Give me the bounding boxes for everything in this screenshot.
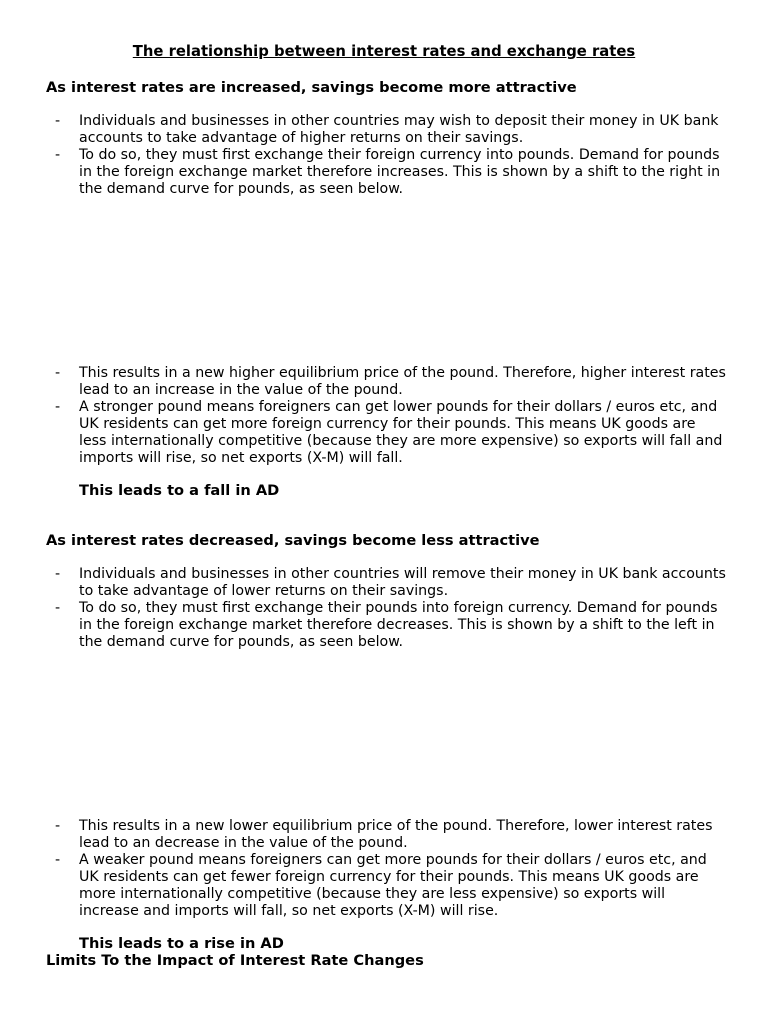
bullet-marker: - [55, 147, 61, 163]
bullet-text: Individuals and businesses in other countries may wish to deposit their money in UK bank accounts to take advantage of higher returns on their savings. [79, 113, 719, 146]
bullet-item [46, 365, 726, 399]
figure-placeholder-demand-shift-left [46, 655, 726, 815]
bullet-marker: - [55, 566, 61, 582]
bullet-marker: - [55, 399, 61, 415]
bullet-marker: - [55, 113, 61, 129]
bullet-item [46, 113, 726, 147]
bullet-text: Individuals and businesses in other countries will remove their money in UK bank accounts to take advantage of lower returns on their savings. [79, 566, 726, 599]
bullet-text: To do so, they must first exchange their pounds into foreign currency. Demand for pounds in the foreign exchange market therefore decreases. This is shown by a shift to the left in the demand curve for pounds, as seen below. [79, 600, 718, 650]
conclusion-rise-in-ad: This leads to a rise in AD [79, 935, 284, 952]
bullet-text: To do so, they must first exchange their foreign currency into pounds. Demand for pounds in the foreign exchange market therefore increases. This is shown by a shift to the right in the demand curve for pounds, as seen below. [79, 147, 721, 197]
section-heading-decrease: As interest rates decreased, savings become less attractive [46, 532, 540, 549]
bullet-marker: - [55, 852, 61, 868]
section-heading-increase: As interest rates are increased, savings become more attractive [46, 79, 577, 96]
bullet-item [46, 147, 726, 198]
section-heading-limits: Limits To the Impact of Interest Rate Changes [46, 952, 424, 969]
bullet-item [46, 818, 726, 852]
bullet-text: This results in a new lower equilibrium price of the pound. Therefore, lower interest rates lead to an decrease in the value of the pound. [79, 818, 713, 851]
bullet-item [46, 566, 726, 600]
bullet-list-decrease-b [46, 818, 726, 920]
bullet-list-increase-a [46, 113, 726, 198]
bullet-text: A weaker pound means foreigners can get more pounds for their dollars / euros etc, and UK residents can get fewer foreign currency for their pounds. This means UK goods are more internationally competitive (because they are less expensive) so exports will increase and imports will fall, so net exports (X-M) will rise. [79, 852, 707, 919]
bullet-list-increase-b [46, 365, 726, 467]
conclusion-fall-in-ad: This leads to a fall in AD [79, 482, 280, 499]
bullet-marker: - [55, 365, 61, 381]
bullet-text: This results in a new higher equilibrium price of the pound. Therefore, higher interest rates lead to an increase in the value of the pound. [79, 365, 726, 398]
bullet-item [46, 852, 726, 920]
figure-placeholder-demand-shift-right [46, 200, 726, 360]
bullet-marker: - [55, 600, 61, 616]
bullet-item [46, 399, 726, 467]
bullet-marker: - [55, 818, 61, 834]
document-title: The relationship between interest rates and exchange rates [132, 43, 636, 60]
bullet-list-decrease-a [46, 566, 726, 651]
bullet-text: A stronger pound means foreigners can get lower pounds for their dollars / euros etc, and UK residents can get more foreign currency for their pounds. This means UK goods are less internationally competitive (because they are more expensive) so exports will fall and imports will rise, so net exports (X-M) will fall. [79, 399, 723, 466]
bullet-item [46, 600, 726, 651]
